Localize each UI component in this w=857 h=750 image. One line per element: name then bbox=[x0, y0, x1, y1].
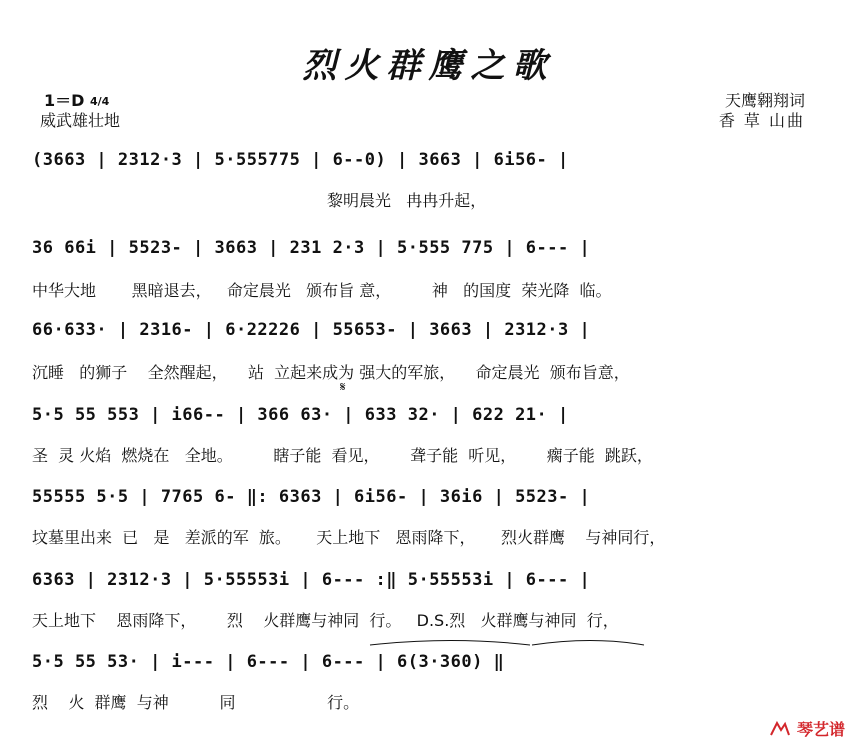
score-row-6: 6363 | 2312·3 | 5·55553i | 6--- :‖ 5·55553i | 6--- | bbox=[32, 570, 591, 590]
lyric-row-4: 圣 灵 火焰 燃烧在 全地。 瞎子能 看见， 聋子能 听见， 瘸子能 跳跃， bbox=[32, 446, 653, 465]
composer-credit: 香 草 山曲 bbox=[718, 111, 805, 130]
lyric-row-3: 沉睡 的狮子 全然醒起， 站 立起来成为 强大的军旅， 命定晨光 颁布旨意， bbox=[32, 363, 630, 382]
score-row-1: (3663 | 2312·3 | 5·555775 | 6--0) | 3663 | 6i56- | bbox=[32, 150, 569, 170]
watermark-text: 琴艺谱 bbox=[796, 720, 845, 739]
lyric-row-6: 天上地下 恩雨降下， 烈 火群鹰与神同 行。 D.S.烈 火群鹰与神同 行， bbox=[32, 611, 619, 630]
lyric-row-5: 坟墓里出来 已 是 差派的军 旅。 天上地下 恩雨降下， 烈火群鹰 与神同行， bbox=[32, 528, 666, 547]
segno-mark: 𝄋 bbox=[340, 380, 346, 395]
score-row-2: 36 66i | 5523- | 3663 | 231 2·3 | 5·555 775 | 6--- | bbox=[32, 238, 591, 258]
tie-arcs bbox=[32, 636, 818, 646]
time-signature: 4/4 bbox=[90, 95, 110, 108]
lyricist-credit: 天鹰翱翔词 bbox=[724, 91, 805, 110]
lyric-row-2: 中华大地 黑暗退去， 命定晨光 颁布旨 意， 神 的国度 荣光降 临。 bbox=[32, 281, 612, 300]
tie-arc-1 bbox=[370, 641, 530, 646]
score-row-5: 55555 5·5 | 7765 6- ‖: 6363 | 6i56- | 36i6 | 5523- | bbox=[32, 487, 591, 507]
tempo-marking: 威武雄壮地 bbox=[40, 111, 121, 130]
score-row-3: 66·633· | 2316- | 6·22226 | 55653- | 3663 | 2312·3 | bbox=[32, 320, 591, 340]
song-title: 烈火群鹰之歌 bbox=[302, 46, 555, 86]
lyric-row-7: 烈 火 群鹰 与神 同 行。 bbox=[32, 693, 360, 712]
tie-arc-2 bbox=[532, 641, 644, 646]
score-row-4: 5·5 55 553 | i66-- | 366 63· | 633 32· | 622 21· | bbox=[32, 405, 569, 425]
logo-icon bbox=[769, 720, 791, 738]
key-text: 1＝D bbox=[44, 91, 85, 110]
score-row-7: 5·5 55 53· | i--- | 6--- | 6--- | 6(3·360) ‖ bbox=[32, 652, 505, 672]
lyric-row-1: 黎明晨光 冉冉升起， bbox=[32, 191, 487, 210]
site-watermark bbox=[769, 717, 845, 740]
